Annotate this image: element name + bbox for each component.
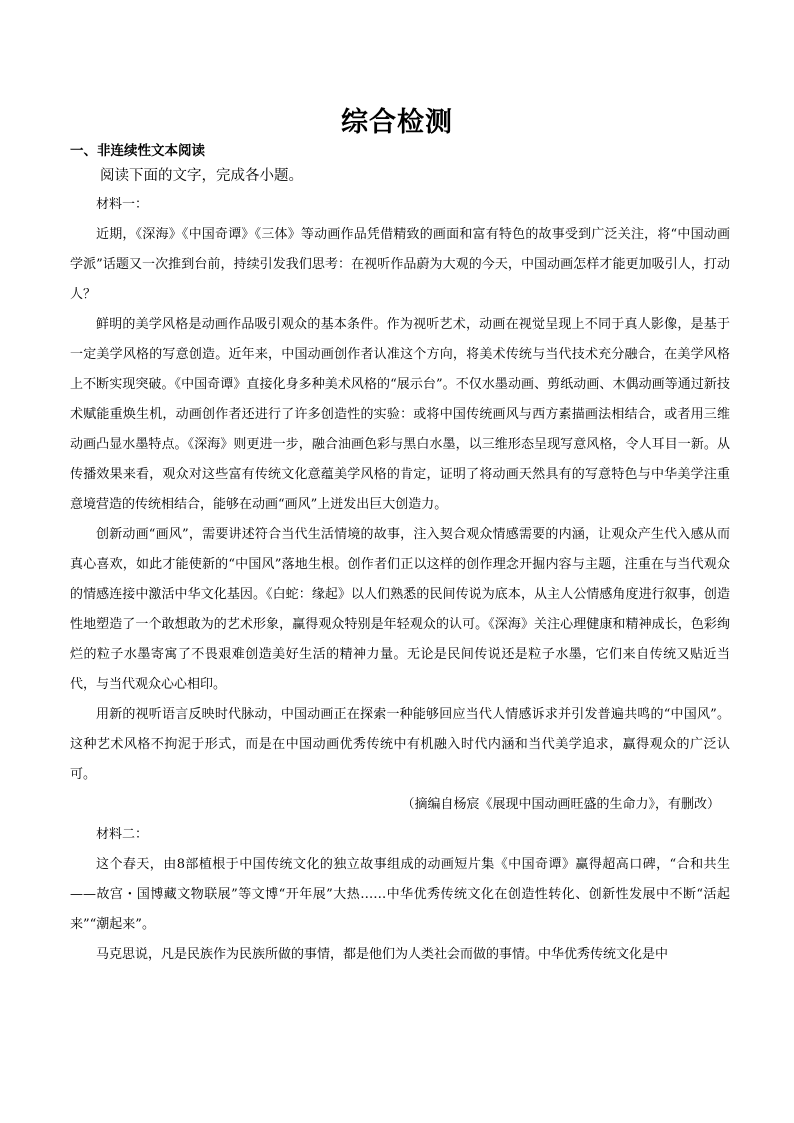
material-two-paragraph: 这个春天，由8部植根于中国传统文化的独立故事组成的动画短片集《中国奇谭》赢得超高口碑，“合和共生——故宫・国博藏文物联展”等文博“开年展”大热……中华优秀传统文化在创造性转化、创新性发展中不断“活起来”“潮起来”。 bbox=[70, 857, 730, 932]
material-one-block bbox=[70, 190, 730, 970]
material-one-paragraph: 用新的视听语言反映时代脉动，中国动画正在探索一种能够回应当代人情感诉求并引发普遍共鸣的“中国风”。这种艺术风格不拘泥于形式，而是在中国动画优秀传统中有机融入时代内涵和当代美学追求，赢得观众的广泛认可。 bbox=[70, 707, 730, 782]
page-title: 综合检测 bbox=[341, 107, 453, 138]
reading-instruction: 阅读下面的文字，完成各小题。 bbox=[100, 168, 303, 184]
material-two-paragraph: 马克思说，凡是民族作为民族所做的事情，都是他们为人类社会而做的事情。中华优秀传统文化是中 bbox=[96, 947, 669, 962]
material-one-label: 材料一： bbox=[96, 197, 149, 212]
material-one-paragraph: 鲜明的美学风格是动画作品吸引观众的基本条件。作为视听艺术，动画在视觉呈现上不同于真人影像，是基于一定美学风格的写意创造。近年来，中国动画创作者认准这个方向，将美术传统与当代技术充分融合，在美学风格上不断实现突破。《中国奇谭》直接化身多种美术风格的“展示台”。不仅水墨动画、剪纸动画、木偶动画等通过新技术赋能重焕生机，动画创作者还进行了许多创造性的实验：或将中国传统画风与西方素描画法相结合，或者用三维动画凸显水墨特点。《深海》则更进一步，融合油画色彩与黑白水墨，以三维形态呈现写意风格，令人耳目一新。从传播效果来看，观众对这些富有传统文化意蕴美学风格的肯定，证明了将动画天然具有的写意特色与中华美学注重意境营造的传统相结合，能够在动画“画风”上迸发出巨大创造力。 bbox=[70, 317, 730, 512]
material-one-source: （摘编自杨宸《展现中国动画旺盛的生命力》，有删改） bbox=[401, 797, 720, 812]
material-one-paragraph: 近期，《深海》《中国奇谭》《三体》等动画作品凭借精致的画面和富有特色的故事受到广泛关注，将“中国动画学派”话题又一次推到台前，持续引发我们思考：在视听作品蔚为大观的今天，中国动画怎样才能更加吸引人，打动人？ bbox=[70, 227, 730, 302]
section-heading: 一、非连续性文本阅读 bbox=[70, 143, 205, 159]
material-one-paragraph: 创新动画“画风”，需要讲述符合当代生活情境的故事，注入契合观众情感需要的内涵，让观众产生代入感从而真心喜欢，如此才能使新的“中国风”落地生根。创作者们正以这样的创作理念开掘内容与主题，注重在与当代观众的情感连接中激活中华文化基因。《白蛇：缘起》以人们熟悉的民间传说为底本，从主人公情感角度进行叙事，创造性地塑造了一个敢想敢为的艺术形象，赢得观众特别是年轻观众的认可。《深海》关注心理健康和精神成长，色彩绚烂的粒子水墨寄寓了不畏艰难创造美好生活的精神力量。无论是民间传说还是粒子水墨，它们来自传统又贴近当代，与当代观众心心相印。 bbox=[70, 527, 730, 692]
material-two-label: 材料二： bbox=[96, 827, 149, 842]
